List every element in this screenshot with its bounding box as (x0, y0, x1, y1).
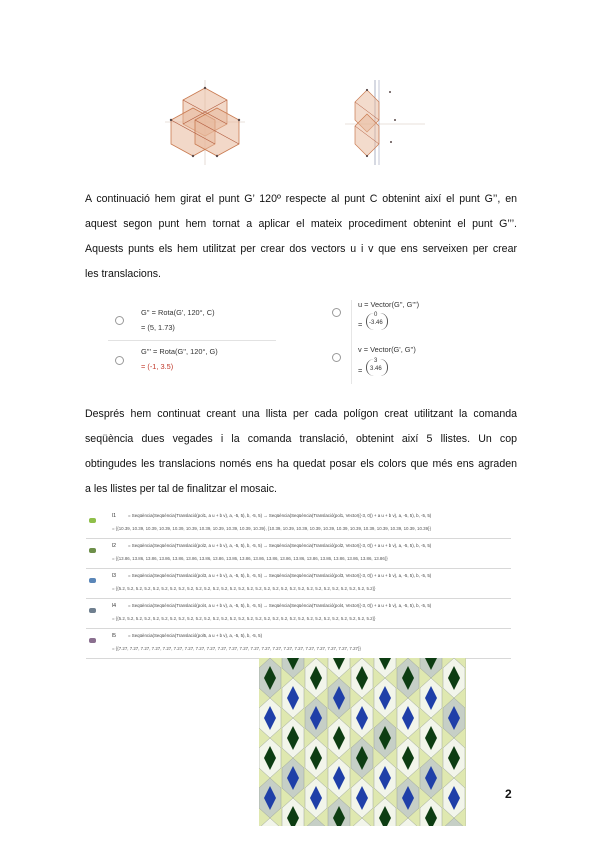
algebra-column-divider (351, 300, 352, 384)
list-color-swatch[interactable] (89, 518, 96, 523)
text-line: aquest segon punt hem tornat a aplicar el mateix procediment obtenint el punt G’’’. (85, 218, 517, 230)
algebra-panel (108, 298, 498, 390)
list-values: = {{13.86, 13.86, 13.86, 13.86, 13.86, 13.86, 13.86, 13.86, 13.86, 13.86, 13.86, 13.86, 13.86, 13.86, 13.86, 13.86, 13.86, 13.86, 13.86, 13.86}} (112, 556, 388, 561)
point-g2-definition: G'' = Rota(G', 120°, C) (141, 308, 215, 317)
list-formula: = Seqüència(Seqüència(Translació(pol1, a u + b v), a, -5, 5), b, -5, 5) → Seqüència(Seqüència(Translació(pol1, Vector((-3, 0)) + a u + b v), a, -5, 5), b, -5, 5) (128, 513, 432, 518)
vector-u-equals: = (358, 320, 363, 329)
list-formula: = Seqüència(Seqüència(Translació(pol3, a u + b v), a, -5, 5), b, -5, 5) → Seqüència(Seqüència(Translació(pol3, Vector((-3, 0)) + a u + b v), a, -5, 5), b, -5, 5) (128, 573, 432, 578)
list-name: l3 (112, 573, 117, 579)
point-g3-value: = (-1, 3.5) (141, 362, 174, 371)
vector-v-component-y: 3.46 (370, 366, 382, 372)
vector-v-equals: = (358, 366, 363, 375)
text-line: les translacions. (85, 268, 161, 280)
list-values: = {{5.2, 5.2, 5.2, 5.2, 5.2, 5.2, 5.2, 5.2, 5.2, 5.2, 5.2, 5.2, 5.2, 5.2, 5.2, 5.2, 5.2, 5.2, 5.2, 5.2, 5.2, 5.2, 5.2, 5.2, 5.2, 5.2, 5.2, 5.2, 5.2, 5.2}} (112, 586, 376, 591)
text-line: seqüència dues vegades i la comanda translació, obtenint així 5 llistes. Un cop (85, 433, 517, 445)
text-line: Després hem continuat creant una llista per cada polígon creat utilitzant la comanda (85, 408, 517, 420)
vector-v-component-x: 3 (374, 358, 378, 364)
list-item[interactable] (86, 569, 511, 599)
toggle-visibility-radio[interactable] (115, 316, 124, 325)
page-number: 2 (505, 787, 512, 801)
list-color-swatch[interactable] (89, 548, 96, 553)
list-item[interactable] (86, 509, 511, 539)
text-line: Aquests punts els hem utilitzat per crear dos vectors u i v que ens serveixen per crear (85, 243, 517, 255)
list-item[interactable] (86, 599, 511, 629)
list-formula: = Seqüència(Seqüència(Translació(pol5, a u + b v), a, -5, 5), b, -5, 5) (128, 633, 263, 638)
list-name: l2 (112, 543, 117, 549)
vector-u-component-y: -3.46 (369, 320, 383, 326)
list-values: = {{10.39, 10.39, 10.39, 10.39, 10.39, 10.39, 10.39, 10.39, 10.39, 10.39, 10.39}, {10.39, 10.39, 10.39, 10.39, 10.39, 10.39, 10.39, 10.39, 10.39, 10.39, 10.39, 10.39}} (112, 526, 431, 531)
point-g3-definition: G''' = Rota(G'', 120°, G) (141, 347, 218, 356)
hexagon-figure-left (165, 80, 245, 165)
rotation-figure-right (345, 80, 425, 165)
toggle-visibility-radio[interactable] (332, 353, 341, 362)
point-g2-value: = (5, 1.73) (141, 323, 175, 332)
paragraph-rotation (85, 187, 517, 287)
vector-u-definition: u = Vector(G'', G''') (358, 300, 420, 309)
algebra-divider (108, 340, 276, 341)
list-formula: = Seqüència(Seqüència(Translació(pol4, a u + b v), a, -5, 5), b, -5, 5) → Seqüència(Seqüència(Translació(pol4, Vector((-3, 0)) + a u + b v), a, -5, 5), b, -5, 5) (128, 603, 432, 608)
paragraph-lists (85, 402, 517, 502)
list-values: = {{7.27, 7.27, 7.27, 7.27, 7.27, 7.27, 7.27, 7.27, 7.27, 7.27, 7.27, 7.27, 7.27, 7.27, 7.27, 7.27, 7.27, 7.27, 7.27, 7.27, 7.27, 7.27}} (112, 646, 361, 651)
vector-v-definition: v = Vector(G', G'') (358, 345, 416, 354)
text-line: a les llistes per tal de finalitzar el mosaic. (85, 483, 277, 495)
text-line: obtingudes les translacions només ens ha quedat posar els colors que més ens agraden (85, 458, 517, 470)
list-name: l4 (112, 603, 117, 609)
mosaic-image (259, 658, 466, 826)
list-color-swatch[interactable] (89, 638, 96, 643)
list-color-swatch[interactable] (89, 608, 96, 613)
vector-u-component-x: 0 (374, 312, 378, 318)
list-formula: = Seqüència(Seqüència(Translació(pol2, a u + b v), a, -5, 5), b, -5, 5) → Seqüència(Seqüència(Translació(pol2, Vector((-3, 0)) + a u + b v), a, -5, 5), b, -5, 5) (128, 543, 432, 548)
list-name: l5 (112, 633, 117, 639)
list-color-swatch[interactable] (89, 578, 96, 583)
list-item[interactable] (86, 629, 511, 659)
toggle-visibility-radio[interactable] (115, 356, 124, 365)
list-item[interactable] (86, 539, 511, 569)
text-line: A continuació hem girat el punt G’ 120º respecte al punt C obtenint així el punt G’’, en (85, 193, 517, 205)
list-values: = {{5.2, 5.2, 5.2, 5.2, 5.2, 5.2, 5.2, 5.2, 5.2, 5.2, 5.2, 5.2, 5.2, 5.2, 5.2, 5.2, 5.2, 5.2, 5.2, 5.2, 5.2, 5.2, 5.2, 5.2, 5.2, 5.2, 5.2, 5.2, 5.2, 5.2}} (112, 616, 376, 621)
toggle-visibility-radio[interactable] (332, 308, 341, 317)
list-name: l1 (112, 513, 117, 519)
